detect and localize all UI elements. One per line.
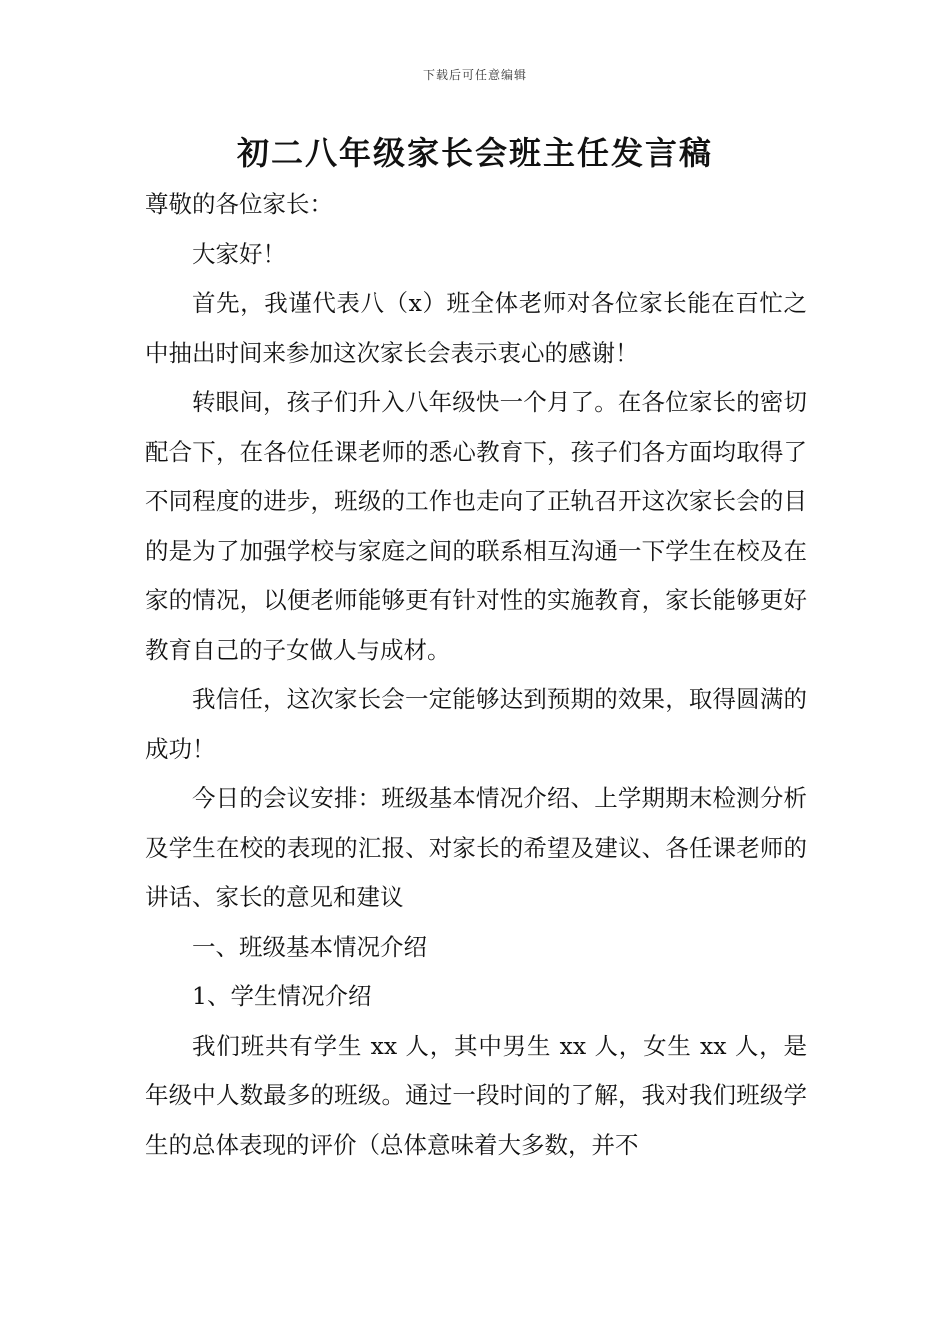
subsection-heading-1: 1、学生情况介绍 bbox=[192, 982, 372, 1010]
paragraph-greeting: 大家好！ bbox=[192, 239, 286, 268]
paragraph-thanks: 首先，我谨代表八（x）班全体老师对各位家长能在百忙之中抽出时间来参加这次家长会表示衷心的感谢！ bbox=[145, 289, 807, 367]
paragraph-student-info: 我们班共有学生 xx 人，其中男生 xx 人，女生 xx 人，是年级中人数最多的班级。通过一段时间的了解，我对我们班级学生的总体表现的评价（总体意味着大多数，并不 bbox=[145, 1031, 807, 1159]
download-note: 下载后可任意编辑 bbox=[422, 68, 527, 82]
paragraph-confidence: 我信任，这次家长会一定能够达到预期的效果，取得圆满的成功！ bbox=[145, 685, 807, 763]
document-title: 初二八年级家长会班主任发言稿 bbox=[236, 134, 713, 172]
paragraph-agenda: 今日的会议安排：班级基本情况介绍、上学期期末检测分析及学生在校的表现的汇报、对家长的希望及建议、各任课老师的讲话、家长的意见和建议 bbox=[145, 784, 807, 911]
document-body bbox=[145, 180, 807, 1170]
salutation: 尊敬的各位家长： bbox=[145, 190, 333, 218]
section-heading-1: 一、班级基本情况介绍 bbox=[192, 932, 427, 961]
paragraph-purpose: 转眼间，孩子们升入八年级快一个月了。在各位家长的密切配合下，在各位任课老师的悉心教育下，孩子们各方面均取得了不同程度的进步，班级的工作也走向了正轨召开这次家长会的目的是为了加强学校与家庭之间的联系相互沟通一下学生在校及在家的情况，以便老师能够更有针对性的实施教育，家长能够更好教育自己的子女做人与成材。 bbox=[145, 388, 807, 664]
